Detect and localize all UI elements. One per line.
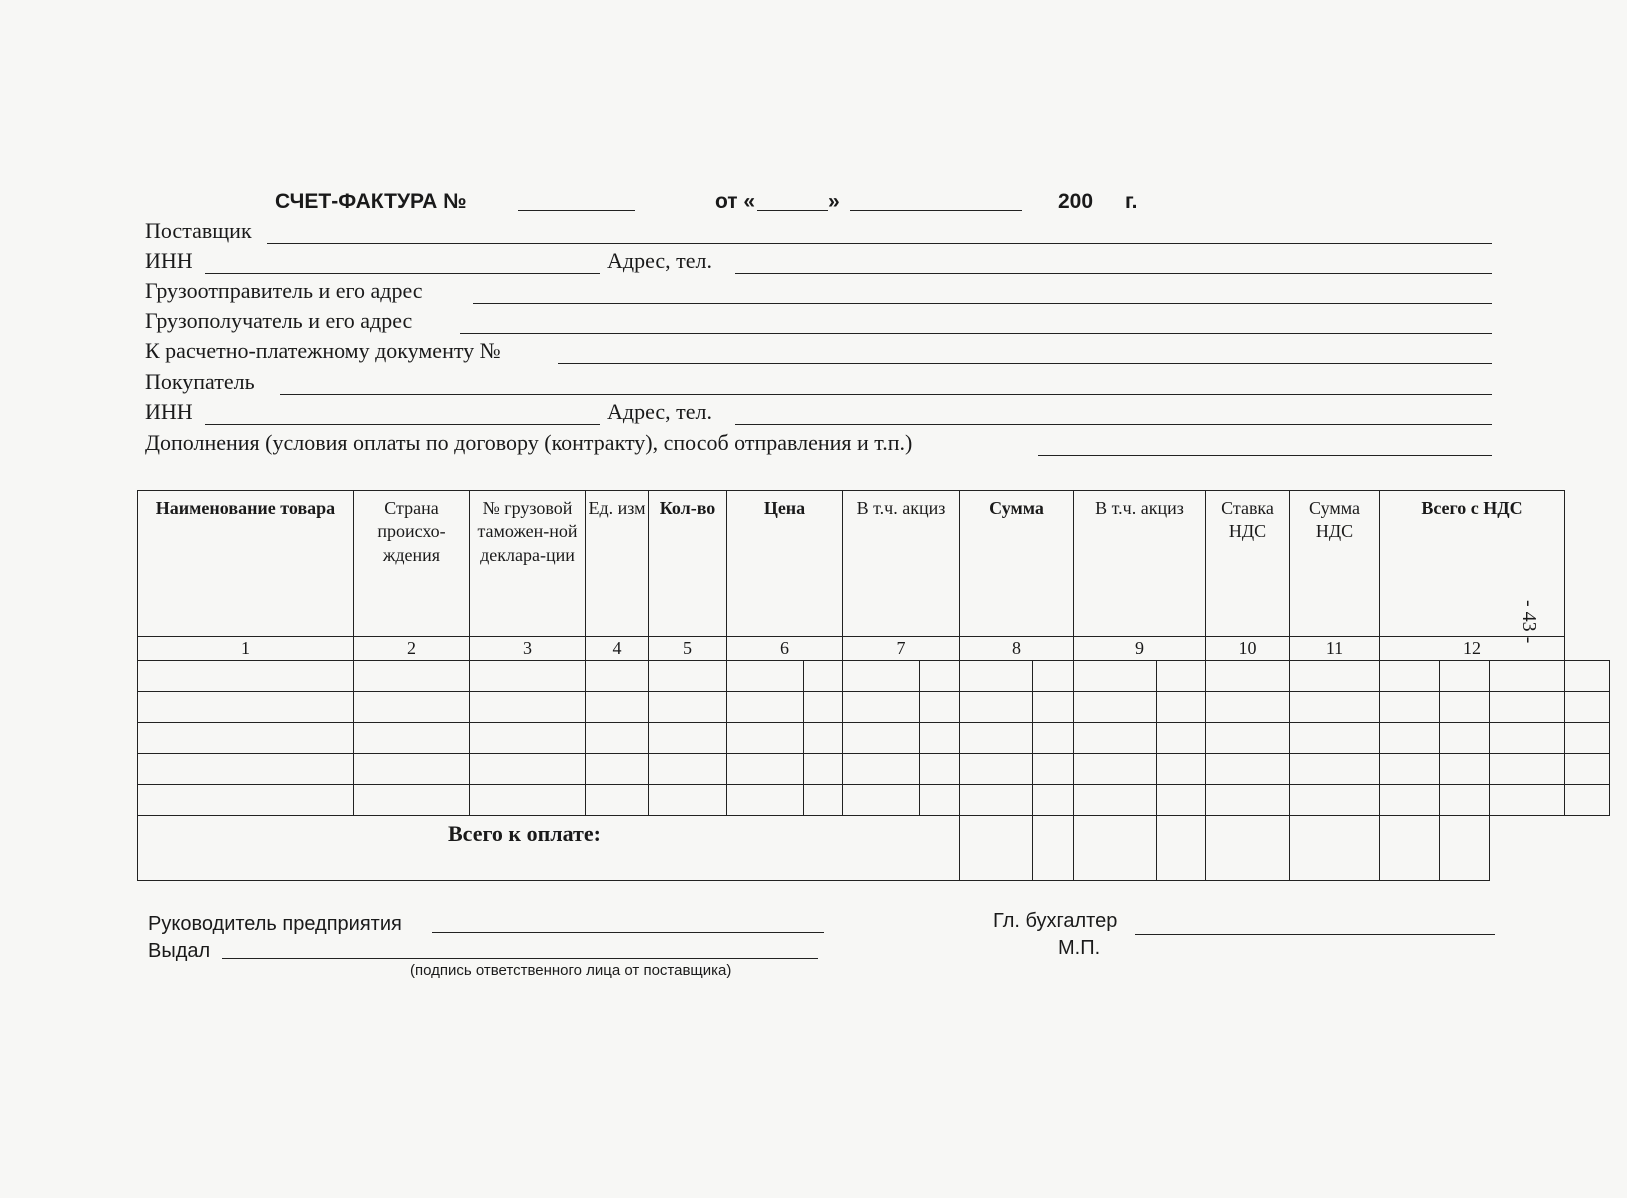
supplier-field — [145, 218, 1495, 246]
extra-label: Дополнения (условия оплаты по договору (контракту), способ отправления и т.п.) — [145, 430, 913, 455]
year-label: 200 — [1058, 190, 1094, 213]
inn-line-2[interactable] — [205, 424, 600, 425]
col-num-7: 7 — [843, 637, 960, 661]
payment-doc-line[interactable] — [558, 363, 1492, 364]
page-number: - 43 - — [1518, 600, 1540, 644]
col-header-total-vat: Всего с НДС — [1380, 491, 1565, 637]
col-header-product: Наименование товара — [138, 491, 354, 637]
issued-label: Выдал — [148, 940, 211, 962]
total-all-cell[interactable] — [1380, 816, 1440, 881]
col-num-4: 4 — [586, 637, 649, 661]
total-all-cell-2[interactable] — [1440, 816, 1490, 881]
col-num-11: 11 — [1290, 637, 1380, 661]
invoice-number-line[interactable] — [518, 210, 635, 211]
consignee-line[interactable] — [460, 333, 1492, 334]
shipper-line[interactable] — [473, 303, 1492, 304]
col-header-excise-2: В т.ч. акциз — [1074, 491, 1206, 637]
accountant-label: Гл. бухгалтер — [993, 910, 1118, 932]
total-label: Всего к оплате: — [138, 816, 960, 881]
table-row[interactable] — [138, 692, 1610, 723]
col-num-8: 8 — [960, 637, 1074, 661]
issued-line[interactable] — [222, 958, 818, 959]
inn-address-field-2 — [145, 399, 1495, 427]
signature-note: (подпись ответственного лица от поставщика) — [410, 962, 732, 979]
col-num-5: 5 — [649, 637, 727, 661]
address-line-2[interactable] — [735, 424, 1492, 425]
col-header-sum: Сумма — [960, 491, 1074, 637]
total-sum-cell[interactable] — [960, 816, 1033, 881]
table-row[interactable] — [138, 754, 1610, 785]
col-header-country: Страна происхо-ждения — [354, 491, 470, 637]
total-vat-rate-cell[interactable] — [1206, 816, 1290, 881]
total-vat-sum-cell[interactable] — [1290, 816, 1380, 881]
buyer-field — [145, 369, 1495, 397]
director-line[interactable] — [432, 932, 824, 933]
address-label-2: Адрес, тел. — [607, 399, 713, 424]
shipper-label: Грузоотправитель и его адрес — [145, 278, 423, 303]
payment-doc-field — [145, 338, 1495, 366]
col-header-vat-sum: Сумма НДС — [1290, 491, 1380, 637]
buyer-label: Покупатель — [145, 369, 255, 394]
address-label-1: Адрес, тел. — [607, 248, 713, 273]
total-row — [138, 816, 1610, 881]
column-numbers-row — [138, 637, 1610, 661]
payment-doc-label: К расчетно-платежному документу № — [145, 338, 501, 363]
col-num-9: 9 — [1074, 637, 1206, 661]
col-header-excise-1: В т.ч. акциз — [843, 491, 960, 637]
extra-line[interactable] — [1038, 455, 1492, 456]
director-label: Руководитель предприятия — [148, 913, 402, 935]
table-row[interactable] — [138, 785, 1610, 816]
shipper-field — [145, 278, 1495, 306]
inn-line-1[interactable] — [205, 273, 600, 274]
year-suffix: г. — [1125, 190, 1138, 213]
consignee-label: Грузополучатель и его адрес — [145, 308, 413, 333]
col-header-customs: № грузовой таможен-ной деклара-ции — [470, 491, 586, 637]
accountant-line[interactable] — [1135, 934, 1495, 935]
inn-label-1: ИНН — [145, 248, 193, 273]
address-line-1[interactable] — [735, 273, 1492, 274]
date-month-line[interactable] — [850, 210, 1022, 211]
col-num-12: 12 — [1380, 637, 1565, 661]
total-excise-cell-2[interactable] — [1157, 816, 1206, 881]
total-sum-cell-2[interactable] — [1033, 816, 1074, 881]
col-num-2: 2 — [354, 637, 470, 661]
inn-address-field-1 — [145, 248, 1495, 276]
table-row[interactable] — [138, 661, 1610, 692]
col-header-qty: Кол-во — [649, 491, 727, 637]
date-from-label: от « — [715, 190, 756, 213]
col-num-6: 6 — [727, 637, 843, 661]
supplier-label: Поставщик — [145, 218, 252, 243]
col-num-3: 3 — [470, 637, 586, 661]
col-header-vat-rate: Ставка НДС — [1206, 491, 1290, 637]
date-day-line[interactable] — [757, 210, 828, 211]
total-excise-cell[interactable] — [1074, 816, 1157, 881]
col-header-unit: Ед. изм — [586, 491, 649, 637]
table-header-row — [138, 491, 1610, 637]
consignee-field — [145, 308, 1495, 336]
buyer-line[interactable] — [280, 394, 1492, 395]
col-num-1: 1 — [138, 637, 354, 661]
stamp-label: М.П. — [1058, 937, 1101, 959]
invoice-title: СЧЕТ-ФАКТУРА № — [275, 190, 467, 213]
supplier-line[interactable] — [267, 243, 1492, 244]
col-num-10: 10 — [1206, 637, 1290, 661]
invoice-table — [137, 490, 1610, 881]
table-row[interactable] — [138, 723, 1610, 754]
col-header-price: Цена — [727, 491, 843, 637]
inn-label-2: ИНН — [145, 399, 193, 424]
extra-field — [145, 430, 1495, 458]
date-quote-close: » — [828, 190, 840, 213]
